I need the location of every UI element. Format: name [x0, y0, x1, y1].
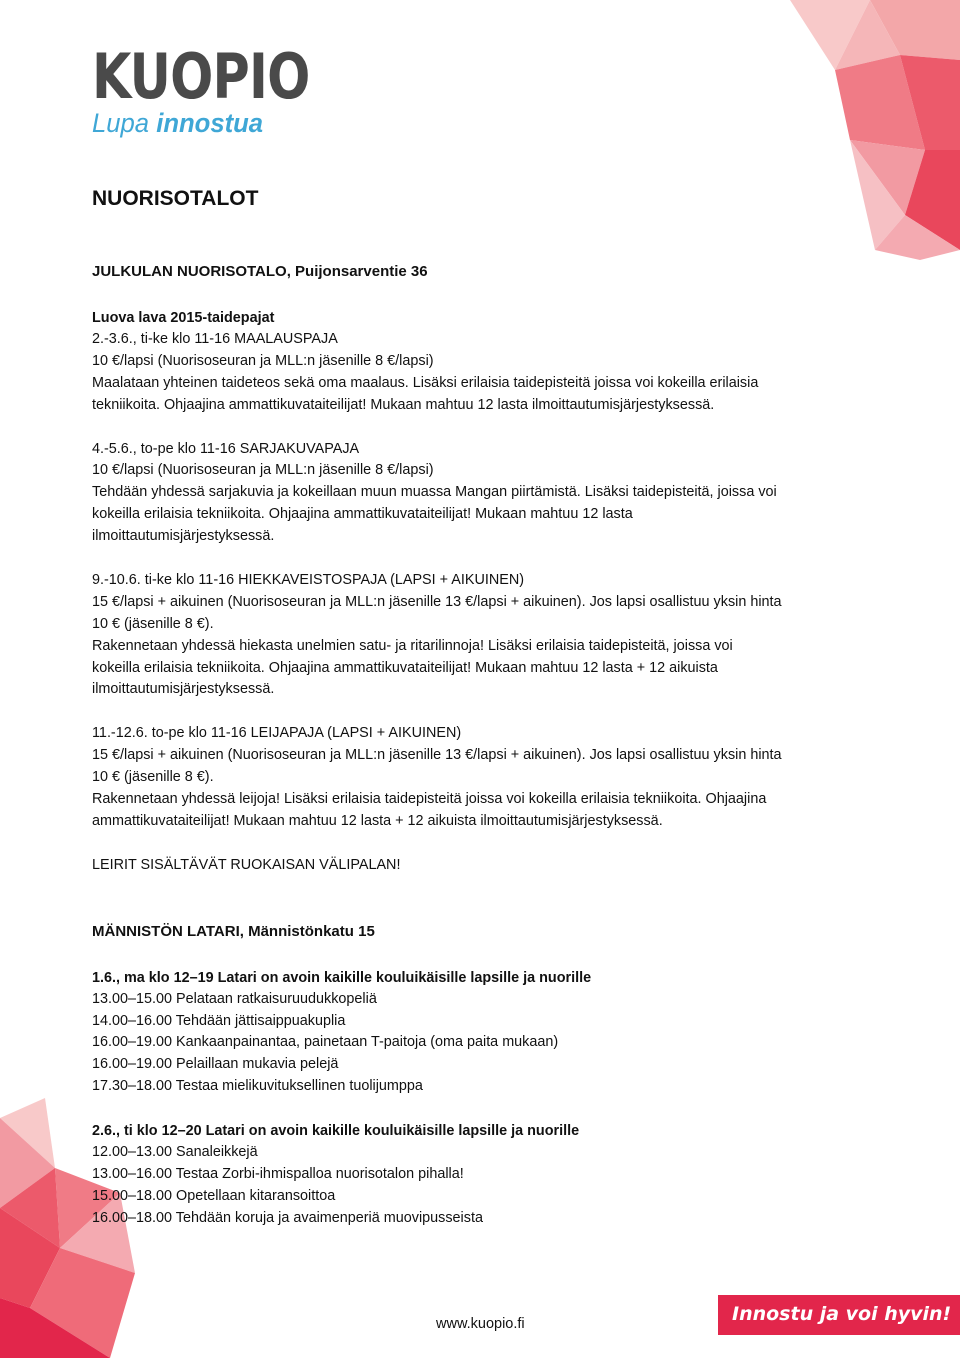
- section-title: MÄNNISTÖN LATARI, Männistönkatu 15: [92, 922, 375, 940]
- workshop-block: [92, 439, 882, 549]
- text-line: Rakennetaan yhdessä hiekasta unelmien satu- ja ritarilinnoja! Lisäksi erilaisia taidepisteitä, joissa voi: [92, 637, 733, 654]
- day-heading: 1.6., ma klo 12–19 Latari on avoin kaikille kouluikäisille lapsille ja nuorille: [92, 969, 592, 986]
- schedule-item: 13.00–16.00 Testaa Zorbi-ihmispalloa nuorisotalon pihalla!: [92, 1165, 464, 1182]
- logo-wordmark: KUOPIO: [92, 40, 310, 113]
- text-line: 10 € (jäsenille 8 €).: [92, 769, 214, 786]
- section-subtitle: Luova lava 2015-taidepajat: [92, 310, 275, 326]
- logo-tagline: [92, 108, 344, 138]
- day-schedule: [92, 1120, 882, 1230]
- schedule-item: 14.00–16.00 Tehdään jättisaippuakuplia: [92, 1012, 346, 1029]
- meals-notice: LEIRIT SISÄLTÄVÄT RUOKAISAN VÄLIPALAN!: [92, 856, 401, 873]
- day-schedule: [92, 967, 882, 1099]
- workshop-block: [92, 723, 882, 833]
- text-line: ilmoittautumisjärjestyksessä.: [92, 681, 275, 698]
- text-line: 2.-3.6., ti-ke klo 11-16 MAALAUSPAJA: [92, 331, 338, 347]
- section-title: JULKULAN NUORISOTALO, Puijonsarventie 36: [92, 263, 428, 280]
- logo-tagline-plain: Lupa: [92, 108, 157, 138]
- text-line: ilmoittautumisjärjestyksessä.: [92, 528, 275, 545]
- slogan-text: Innostu ja voi hyvin!: [732, 1303, 952, 1325]
- text-line: 10 €/lapsi (Nuorisoseuran ja MLL:n jäsenille 8 €/lapsi): [92, 462, 434, 479]
- text-line: 15 €/lapsi + aikuinen (Nuorisoseuran ja MLL:n jäsenille 13 €/lapsi + aikuinen). Jos lapsi osallistuu yksin hinta: [92, 593, 782, 610]
- page-title: NUORISOTALOT: [92, 187, 259, 210]
- text-line: 10 € (jäsenille 8 €).: [92, 615, 214, 632]
- text-line: kokeilla erilaisia tekniikoita. Ohjaajina ammattikuvataiteilijat! Mukaan mahtuu 12 lasta: [92, 506, 633, 523]
- schedule-item: 15.00–18.00 Opetellaan kitaransoittoa: [92, 1187, 336, 1204]
- footer-url[interactable]: www.kuopio.fi: [436, 1316, 525, 1332]
- text-line: Rakennetaan yhdessä leijoja! Lisäksi erilaisia taidepisteitä joissa voi kokeilla erilaisia tekniikoita. Ohjaajina: [92, 790, 767, 807]
- main-content: [92, 186, 882, 1230]
- text-line: 10 €/lapsi (Nuorisoseuran ja MLL:n jäsenille 8 €/lapsi): [92, 352, 434, 369]
- logo-tagline-bold: innostua: [156, 108, 264, 138]
- notice-block: [92, 855, 882, 877]
- workshop-block: [92, 570, 882, 701]
- schedule-item: 12.00–13.00 Sanaleikkejä: [92, 1144, 258, 1161]
- day-heading: 2.6., ti klo 12–20 Latari on avoin kaikille kouluikäisille lapsille ja nuorille: [92, 1123, 580, 1140]
- text-line: 11.-12.6. to-pe klo 11-16 LEIJAPAJA (LAPSI + AIKUINEN): [92, 725, 462, 742]
- schedule-item: 17.30–18.00 Testaa mielikuvituksellinen tuolijumppa: [92, 1078, 423, 1095]
- workshop-block: [92, 329, 882, 417]
- kuopio-logo: [92, 40, 357, 138]
- text-line: 9.-10.6. ti-ke klo 11-16 HIEKKAVEISTOSPAJA (LAPSI + AIKUINEN): [92, 571, 525, 588]
- text-line: 4.-5.6., to-pe klo 11-16 SARJAKUVAPAJA: [92, 440, 360, 457]
- text-line: 15 €/lapsi + aikuinen (Nuorisoseuran ja MLL:n jäsenille 13 €/lapsi + aikuinen). Jos lapsi osallistuu yksin hinta: [92, 747, 782, 764]
- schedule-item: 16.00–19.00 Pelaillaan mukavia pelejä: [92, 1056, 339, 1073]
- schedule-item: 13.00–15.00 Pelataan ratkaisuruudukkopeliä: [92, 990, 377, 1007]
- schedule-item: 16.00–19.00 Kankaanpainantaa, painetaan T-paitoja (oma paita mukaan): [92, 1034, 559, 1051]
- text-line: tekniikoita. Ohjaajina ammattikuvataiteilijat! Mukaan mahtuu 12 lasta ilmoittautumisjärjestyksessä.: [92, 396, 715, 413]
- slogan-banner: [718, 1295, 960, 1335]
- section-julkula: [92, 261, 882, 877]
- text-line: Maalataan yhteinen taideteos sekä oma maalaus. Lisäksi erilaisia taidepisteitä joissa voi kokeilla erilaisia: [92, 374, 759, 391]
- text-line: Tehdään yhdessä sarjakuvia ja kokeillaan muun muassa Mangan piirtämistä. Lisäksi taidepisteitä, joissa voi: [92, 484, 777, 501]
- schedule-item: 16.00–18.00 Tehdään koruja ja avaimenperiä muovipusseista: [92, 1209, 483, 1226]
- text-line: kokeilla erilaisia tekniikoita. Ohjaajina ammattikuvataiteilijat! Mukaan mahtuu 12 lasta + 12 aikuista: [92, 659, 718, 676]
- section-mannisto: [92, 921, 882, 1230]
- text-line: ammattikuvataiteilijat! Mukaan mahtuu 12 lasta + 12 aikuista ilmoittautumisjärjestyksessä.: [92, 812, 663, 829]
